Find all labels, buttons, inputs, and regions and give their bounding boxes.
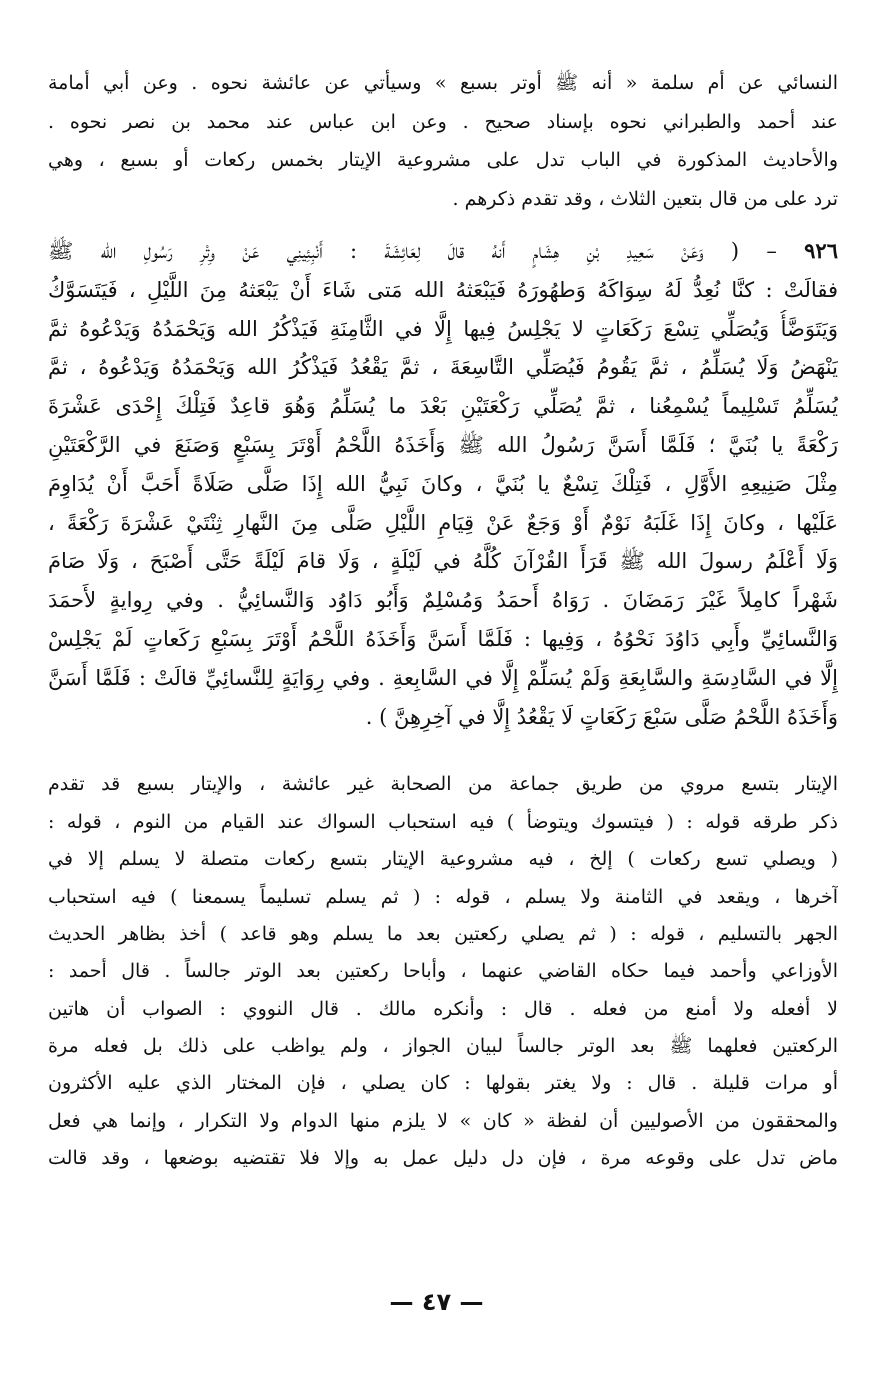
text-line: فقالَتْ : كنَّا نُعِدُّ لَهُ سِوَاكَهُ وَطهُورَهُ فَيَبْعَثهُ الله مَتى شَاءَ أَنْ يَبْعَثهُ مِنَ اللَّيْلِ ، فَيَتَسَوَّكُ (48, 277, 838, 302)
text-line: لا أفعله ولا أمنع من فعله . قال : وأنكره مالك . قال النووي : الصواب أن هاتين (48, 997, 838, 1020)
text-line: والأحاديث المذكورة في الباب تدل على مشروعية الإيتار بخمس ركعات أو بسبع ، وهي (48, 149, 838, 171)
text-line: وَالنَّسائِيِّ وأَبِي دَاوُدَ نَحْوُهُ ، وَفِيها : فَلَمَّا أَسَنَّ وَأَخَذَهُ اللَّحْمُ أَوْتَرَ بِسَبْعِ رَكَعاتٍ لَمْ يَجْلِسْ (48, 626, 838, 651)
hadith-number: ٩٢٦ (804, 238, 838, 263)
text-line: شَهْراً كامِلاً غَيْرَ رَمَضَانَ . رَوَاهُ أَحمَدُ وَمُسْلِمٌ وَأَبُو دَاوُد وَالنَّسائِيُّ . وفي رِوايةٍ لأَحمَدَ (48, 588, 838, 613)
text-line: يَنْهَضُ وَلَا يُسَلِّمُ ، ثمَّ يَقُومُ فَيُصَلِّي التَّاسِعَةَ ، ثمَّ يَقْعُدُ فَيَذْكُرُ الله وَيَحْمَدُهُ وَيَدْعُوهُ ، ثمَّ (48, 355, 838, 380)
text-line: والمحققون من الأصوليين أن لفظة « كان » لا يلزم منها الدوام ولا التكرار ، وإنما هي فعل (48, 1109, 838, 1132)
text-line: يُسَلِّمُ تَسْلِيماً يُسْمِعُنا ، ثمَّ يُصَلِّي رَكْعَتَيْنِ بَعْدَ ما يُسَلِّمُ وَهُوَ قاعِدٌ فَتِلْكَ إِحْدَى عَشْرَةَ (48, 394, 838, 419)
text-line: وَيَتَوَضَّأُ وَيُصَلِّي تِسْعَ رَكَعَاتٍ لا يَجْلِسُ فِيها إِلَّا في الثَّامِنَةِ فَيَذْكُرُ الله وَيَحْمَدُهُ وَيَدْعُوهُ ثمَّ (48, 316, 838, 341)
hadith-first-line (48, 232, 838, 271)
page-body (48, 64, 838, 1178)
text-line: وَأَخَذَهُ اللَّحْمُ صَلَّى سَبْعَ رَكَعَاتٍ لَا يَقْعُدُ إِلَّا في آخِرِهِنَّ ) . (365, 704, 838, 729)
text-line: عَلَيْها ، وكانَ إِذَا غَلَبَهُ نَوْمٌ أَوْ وَجَعٌ عَنْ قِيَامِ اللَّيْلِ صَلَّى مِنَ النَّهارِ ثِنْتَيْ عَشْرَةَ رَكْعَةً ، (48, 510, 838, 535)
text-line: رَكْعَةً يا بُنَيَّ ؛ فَلَمَّا أَسَنَّ رَسُولُ الله ﷺ وَأَخَذَهُ اللَّحْمُ أَوْتَرَ بِسَبْعٍ وَصَنَعَ في الرَّكْعَتَيْنِ (48, 432, 838, 457)
text-line: ماض تدل على وقوعه مرة ، فإن دل دليل عمل به وإلا فلا تقتضيه بوضعها ، وقد قالت (48, 1147, 838, 1170)
commentary-top (48, 64, 838, 218)
hadith-text (48, 232, 838, 736)
hadith-first-line-text: – ( وَعَنْ سَعِيدِ بْنِ هِشَامٍ أَنهُ قالَ لِعَائِشَةَ : أَنْبِئِينِي عَنْ وِتْرِ رَسُولِ الله ﷺ (48, 239, 777, 263)
page-number: — ٤٧ — (389, 1288, 484, 1316)
text-line: آخرها ، ويقعد في الثامنة ولا يسلم ، قوله : ( ثم يسلم تسليماً يسمعنا ) فيه استحباب (48, 885, 838, 908)
text-line: ( ويصلي تسع ركعات ) إلخ ، فيه مشروعية الإيتار بتسع ركعات متصلة لا يسلم إلا في (48, 848, 838, 871)
text-line: ترد على من قال بتعين الثلاث ، وقد تقدم ذكرهم . (452, 187, 838, 210)
commentary-bottom (48, 766, 838, 1177)
text-line: الجهر بالتسليم ، قوله : ( ثم يصلي ركعتين بعد ما يسلم وهو قاعد ) أخذ بظاهر الحديث (48, 922, 838, 945)
text-line: الركعتين فعلهما ﷺ بعد الوتر جالساً لبيان الجواز ، ولم يواظب على ذلك بل فعله مرة (48, 1035, 838, 1058)
text-line: عند أحمد والطبراني نحوه بإسناد صحيح . وعن ابن عباس عند محمد بن نصر نحوه . (48, 110, 838, 133)
text-line: النسائي عن أم سلمة « أنه ﷺ أوتر بسبع » وسيأتي عن عائشة نحوه . وعن أبي أمامة (48, 72, 838, 94)
text-line: ذكر طرقه قوله : ( فيتسوك ويتوضأ ) فيه استحباب السواك عند القيام من النوم ، قوله : (48, 810, 838, 833)
text-line: وَلَا أَعْلَمُ رسولَ الله ﷺ قَرَأَ القُرْآنَ كُلَّهُ في لَيْلَةٍ ، وَلَا قامَ لَيْلَةً حَتَّى أَصْبَحَ ، وَلَا صَامَ (48, 549, 838, 574)
text-line: الأوزاعي وأحمد فيما حكاه القاضي عنهما ، وأباحا ركعتين بعد الوتر جالساً . قال أحمد : (48, 960, 838, 983)
text-line: مِثْلَ صَنِيعِهِ الأَوَّلِ ، فَتِلْكَ تِسْعٌ يا بُنَيَّ ، وكانَ نَبِيُّ الله إِذَا صَلَّى صَلَاةً أَحَبَّ أَنْ يُدَاوِمَ (48, 471, 838, 496)
text-line: إِلَّا في السَّادِسَةِ والسَّابِعَةِ وَلَمْ يُسَلِّمْ إِلَّا في السَّابِعةِ . وفي رِوَايَةٍ لِلنَّسائِيِّ قالَتْ : فَلَمَّا أَسَنَّ (48, 665, 838, 690)
text-line: أو مرات قليلة . قال : ولا يغتر بقولها : كان يصلي ، فإن المختار الذي عليه الأكثرون (48, 1072, 838, 1095)
text-line: الإيتار بتسع مروي من طريق جماعة من الصحابة غير عائشة ، والإيتار بسبع قد تقدم (48, 773, 838, 796)
